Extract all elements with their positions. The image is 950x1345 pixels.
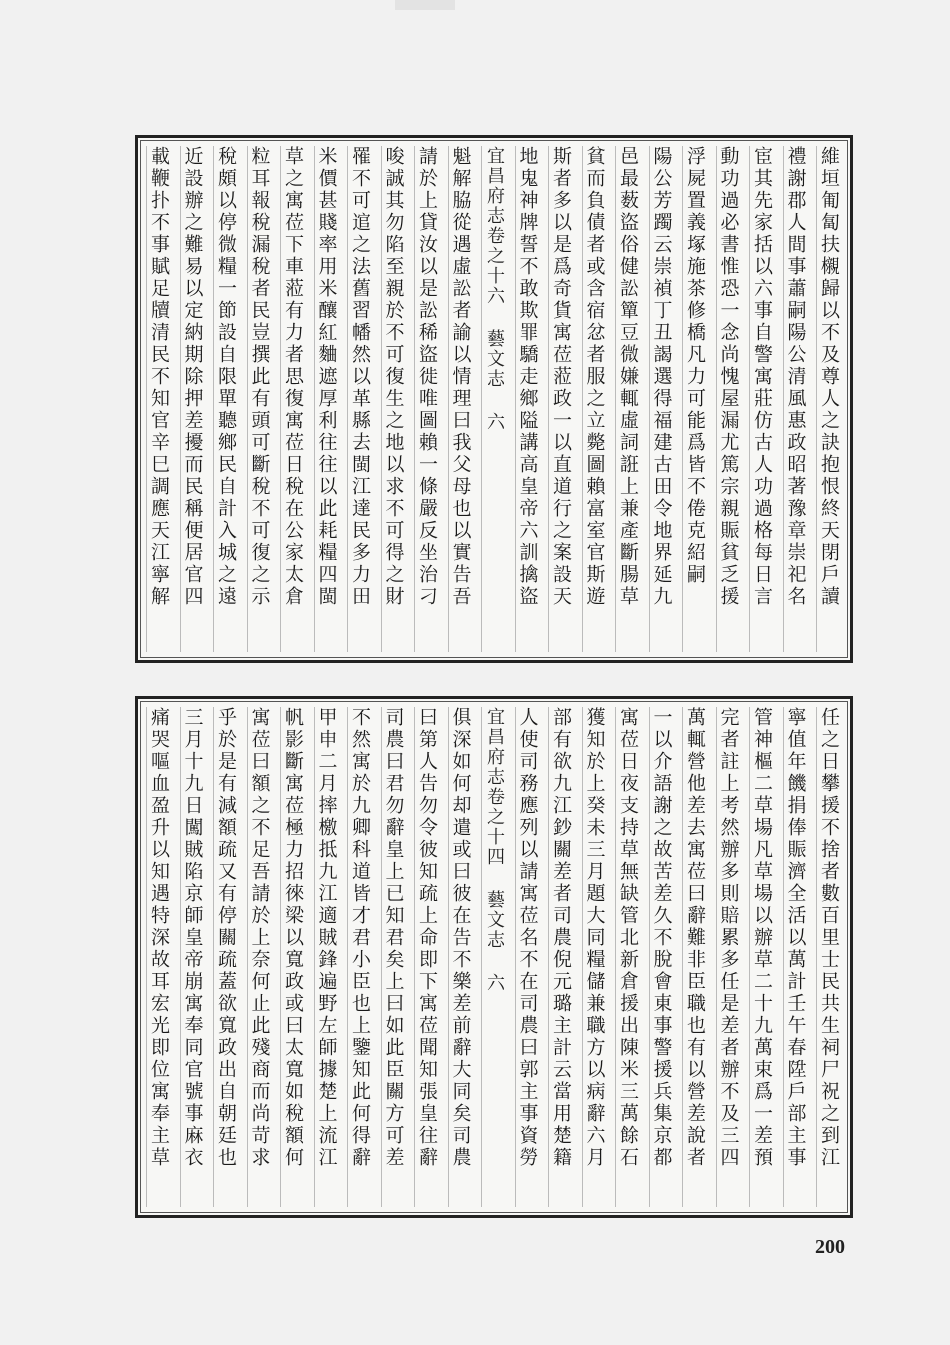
text-column: 寓莅日夜支持草無缺管北新倉援出陳米三萬餘石 (615, 707, 641, 1207)
text-column: 部有欲九江鈔關差者司農倪元璐主計云當用楚籍 (548, 707, 574, 1207)
top-columns (146, 146, 842, 652)
text-column: 不然寓於九卿科道皆才君小臣也上鑒知此何得辭 (347, 707, 373, 1207)
bottom-columns (146, 707, 842, 1207)
text-column: 地鬼神牌誓不敢欺罪驕走鄉隘講高皇帝六訓擒盜 (515, 146, 541, 652)
text-column: 草之寓莅下車蒞有力者思復寓莅日稅在公家太倉 (280, 146, 306, 652)
text-column: 管神樞二草場凡草場以辦草二十九萬束爲一差預 (749, 707, 775, 1207)
center-title-column: 宜昌府志卷之十四 藝文志 六 (481, 707, 507, 1207)
text-column: 罹不可逭之法舊習幡然以革縣去閩江達民多力田 (347, 146, 373, 652)
text-column: 司農曰君勿辭皇上已知君矣上曰如此臣關方可差 (381, 707, 407, 1207)
text-column: 禮謝郡人間事蕭嗣陽公清風惠政昭著豫章崇祀名 (783, 146, 809, 652)
text-column: 完者註上考然辦多則賠累多任是差者辦不及三四 (716, 707, 742, 1207)
text-column: 乎於是有減額疏又有停關疏蓋欲寬政出自朝廷也 (213, 707, 239, 1207)
text-column: 粒耳報稅漏稅者民豈撰此有頭可斷稅不可復之示 (247, 146, 273, 652)
center-title-column: 宜昌府志卷之十六 藝文志 六 (481, 146, 507, 652)
text-column: 斯者多以是爲奇貨寓莅蒞政一以直道行之案設天 (548, 146, 574, 652)
text-column: 載鞭扑不事賦足牘清民不知官辛巳調應天江寧解 (146, 146, 172, 652)
scan-mark (395, 0, 455, 10)
text-column: 帆影斷寓莅極力招徠梁以寬政或曰太寬如稅額何 (280, 707, 306, 1207)
text-column: 俱深如何却遣或曰彼在告不樂差前辭大同矣司農 (448, 707, 474, 1207)
text-column: 痛哭嘔血盈升以知遇特深故耳宏光即位寓奉主草 (146, 707, 172, 1207)
text-column: 維垣匍匐扶櫬歸以不及尊人之訣抱恨終天閉戶讀 (816, 146, 842, 652)
text-column: 唆誠其勿陷至親於不可復生之地以求不可得之財 (381, 146, 407, 652)
text-column: 魁解脇從遇虛訟者諭以情理曰我父母也以實告吾 (448, 146, 474, 652)
text-column: 人使司務應列以請寓莅名不在司農曰郭主事資勞 (515, 707, 541, 1207)
text-column: 陽公芳躅云崇禎丁丑謁選得福建古田令地界延九 (649, 146, 675, 652)
text-column: 三月十九日闖賊陷京師皇帝崩寓奉同官號事麻衣 (180, 707, 206, 1207)
text-column: 近設辦之難易以定納期除押差擾而民稱便居官四 (180, 146, 206, 652)
text-column: 米價甚賤率用米釀紅麯遮厚利往往以此耗糧四閩 (314, 146, 340, 652)
text-column: 甲申二月摔檄抵九江適賊鋒遍野左師據楚上流江 (314, 707, 340, 1207)
top-text-panel (135, 135, 853, 663)
text-column: 稅頗以停微糧一節設自限單聽鄉民自計入城之遠 (213, 146, 239, 652)
text-column: 浮屍置義塚施茶修橋凡力可能爲皆不倦克紹嗣 (682, 146, 708, 652)
page-number: 200 (815, 1236, 845, 1258)
text-column: 萬輒營他差去寓莅曰辭難非臣職也有以營差說者 (682, 707, 708, 1207)
text-column: 任之日攀援不捨者數百里士民共生祠尸祝之到江 (816, 707, 842, 1207)
text-column: 寧值年饑捐俸賑濟全活以萬計壬午春陞戶部主事 (783, 707, 809, 1207)
text-column: 動功過必書惟恐一念尚愧屋漏尤篤宗親賑貧乏援 (716, 146, 742, 652)
text-column: 獲知於上癸未三月題大同糧儲兼職方以病辭六月 (582, 707, 608, 1207)
text-column: 一以介語謝之故苦差久不脫會東事警援兵集京都 (649, 707, 675, 1207)
text-column: 寓莅曰額之不足吾請於上奈何止此殘商而尚苛求 (247, 707, 273, 1207)
text-column: 邑最薮盜俗健訟簞豆微嫌輒虛詞誑上兼產斷腸草 (615, 146, 641, 652)
text-column: 曰第人告勿令彼知疏上命即下寓莅聞知張皇往辭 (414, 707, 440, 1207)
bottom-text-panel (135, 696, 853, 1218)
text-column: 貧而負債者或含宿忿者服之立斃圖賴富室官斯遊 (582, 146, 608, 652)
text-column: 請於上貸汝以是訟稀盜徙唯圖賴一條嚴反坐治刁 (414, 146, 440, 652)
text-column: 宦其先家括以六事自警寓莊仿古人功過格每日言 (749, 146, 775, 652)
